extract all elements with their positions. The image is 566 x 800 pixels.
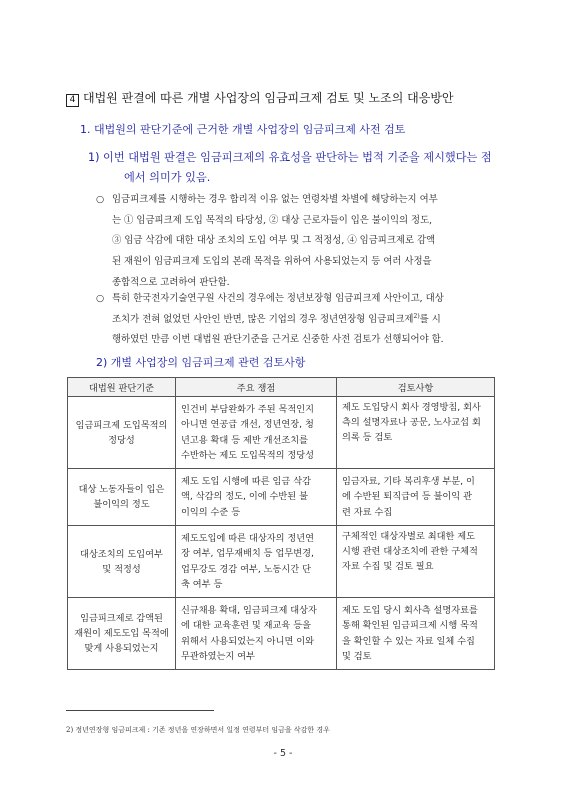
table-header-row (68, 378, 495, 397)
review-cell: 구체적인 대상자별로 최대한 제도 시행 관련 대상조치에 관한 구체적 자료 수집 및 검토 필요 (337, 526, 495, 598)
review-cell: 임금자료, 기타 복리후생 부분, 이 에 수반된 퇴직급여 등 불이익 관 련 자료 수집 (337, 469, 495, 526)
header-issue: 주요 쟁점 (176, 378, 337, 397)
footnote-divider (66, 710, 214, 711)
section-heading (66, 90, 506, 107)
footnote: 2) 정년연장형 임금피크제 : 기존 정년을 연장하면서 일정 연령부터 임금을 삭감한 경우 (66, 726, 330, 734)
table-row (68, 526, 495, 598)
bullet-paragraph-2 (96, 289, 506, 351)
review-table (67, 377, 495, 670)
bullet1-line: 된 재원이 임금피크제 도입의 본래 목적을 위하여 사용되었는지 등 여러 사정을 (112, 256, 432, 268)
subsection-1-heading: 1. 대법원의 판단기준에 근거한 개별 사업장의 임금피크제 사전 검토 (80, 123, 406, 136)
subsection-2-heading: 2) 개별 사업장의 임금피크제 관련 검토사항 (96, 356, 306, 369)
section-title: 대법원 판결에 따른 개별 사업장의 임금피크제 검토 및 노조의 대응방안 (83, 91, 454, 105)
table-row (68, 397, 495, 469)
bullet1-line: 는 ① 임금피크제 도입 목적의 타당성, ② 대상 근로자들이 입은 불이익의 정도, (112, 214, 433, 226)
table-row (68, 469, 495, 526)
table-row (68, 598, 495, 670)
bullet2-line: 조치가 전혀 없었던 사안인 반면, 많은 기업의 경우 정년연장형 임금피크제 (112, 313, 414, 325)
bullet2-line-tail: 를 시 (419, 313, 441, 325)
criterion-cell: 대상조치의 도입여부 및 적정성 (68, 526, 176, 598)
bullet-marker: ○ (96, 293, 105, 304)
header-criterion: 대법원 판단기준 (68, 378, 176, 397)
criterion-cell: 임금피크제로 감액된 재원이 제도도입 목적에 맞게 사용되었는지 (68, 598, 176, 670)
bullet1-line: 임금피크제를 시행하는 경우 합리적 이유 없는 연령차별 차별에 해당하는지 여부 (112, 194, 438, 205)
issue-cell: 신규채용 확대, 임금피크제 대상자 에 대한 교육훈련 및 재교육 등을 위해서 사용되었는지 아니면 이와 무관하였는지 여부 (176, 598, 337, 670)
criterion-cell: 대상 노동자들이 입은 불이익의 정도 (68, 469, 176, 526)
footnote-ref: 2) (413, 312, 420, 320)
issue-cell: 제도 도입 시행에 따른 임금 삭감 액, 삭감의 정도, 이에 수반된 불 이익의 수준 등 (176, 469, 337, 526)
page-number: - 5 - (273, 748, 293, 759)
issue-cell: 제도도입에 따른 대상자의 정년연 장 여부, 업무재배치 등 업무변경, 업무강도 경감 여부, 노동시간 단 축 여부 등 (176, 526, 337, 598)
review-cell: 제도 도입당시 회사 경영방침, 회사 측의 설명자료나 공문, 노사교섭 회 의록 등 검토 (337, 397, 495, 469)
bullet1-line: ③ 임금 삭감에 대한 대상 조치의 도입 여부 및 그 적정성, ④ 임금피크제로 감액 (112, 235, 436, 247)
bullet-paragraph-1 (96, 190, 506, 294)
header-review: 검토사항 (337, 378, 495, 397)
bullet-marker: ○ (96, 194, 105, 205)
section-number-box: 4 (66, 94, 79, 107)
bullet2-line: 행하였던 만큼 이번 대법원 판단기준을 근거로 신중한 사전 검토가 선행되어야 함. (112, 334, 444, 346)
criterion-cell: 임금피크제 도입목적의 정당성 (68, 397, 176, 469)
issue-cell: 인건비 부담완화가 주된 목적인지 아니면 연공급 개선, 정년연장, 청 년고용 확대 등 제반 개선조치를 수반하는 제도 도입목적의 정당성 (176, 397, 337, 469)
subsection-1-1-line1: 1) 이번 대법원 판결은 임금피크제의 유효성을 판단하는 법적 기준을 제시했다는 점 (88, 151, 492, 164)
subsection-1-1-heading (88, 148, 506, 188)
review-cell: 제도 도입 당시 회사측 설명자료를 통해 확인된 임금피크제 시행 목적 을 확인할 수 있는 자료 일체 수집 및 검토 (337, 598, 495, 670)
bullet2-line: 특히 한국전자기술연구원 사건의 경우에는 정년보장형 임금피크제 사안이고, 대상 (112, 293, 444, 304)
bullet1-line: 종합적으로 고려하여 판단함. (112, 276, 230, 288)
subsection-1-1-line2: 에서 의미가 있음. (124, 171, 211, 184)
